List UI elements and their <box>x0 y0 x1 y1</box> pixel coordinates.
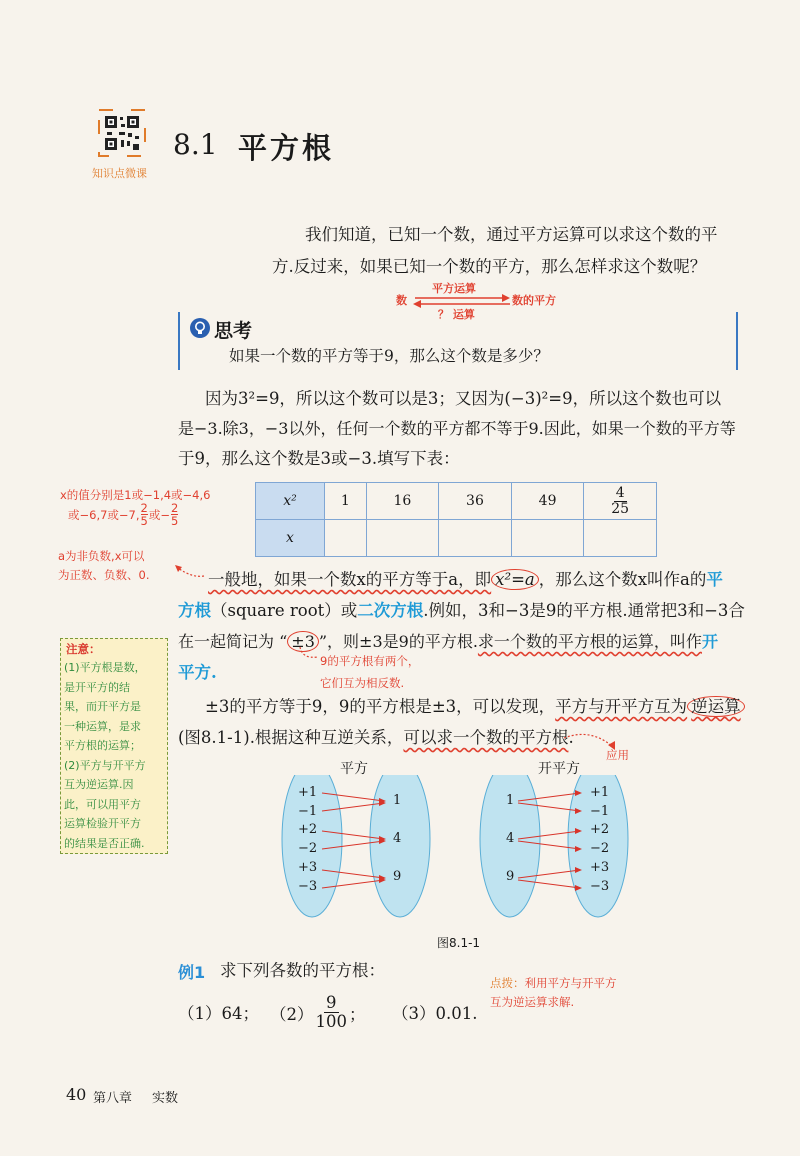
right-input: 9 <box>506 869 515 884</box>
left-output: 9 <box>393 869 402 884</box>
example-part-1: （1）64； <box>178 1004 259 1023</box>
mini-diagram-right: 数的平方 <box>512 294 556 307</box>
caution-line: 互为逆运算.因 <box>64 778 134 791</box>
example-label: 例1 <box>178 963 206 982</box>
table-input-cell[interactable] <box>584 520 657 557</box>
hint-line-2: 互为逆运算求解. <box>490 995 575 1009</box>
term-square-root: 方根 <box>178 601 211 620</box>
left-output: 1 <box>393 793 402 808</box>
table-cell: 36 <box>439 483 512 520</box>
left-input: −1 <box>298 803 318 819</box>
side-note-2-line-1: a为非负数,x可以 <box>58 549 145 563</box>
table-input-cell[interactable] <box>325 520 367 557</box>
def-l1-post: ，那么这个数x叫作a的 <box>538 570 707 589</box>
caution-line: (1)平方根是数， <box>64 661 146 674</box>
example-frac-num: 9 <box>326 993 337 1012</box>
para2-l2-c: . <box>568 728 574 747</box>
side-note-1-line-2 <box>68 502 179 527</box>
def-term-kai: 开 <box>701 632 718 651</box>
table-cell: 16 <box>366 483 439 520</box>
caution-list <box>64 658 166 853</box>
caution-line: 此，可以用平方 <box>64 797 141 811</box>
left-output: 4 <box>393 831 402 846</box>
mapping-figure <box>280 775 630 925</box>
def-l2-a: （square root）或 <box>211 601 358 620</box>
left-input: +2 <box>298 822 318 838</box>
para2-line-1 <box>205 690 745 724</box>
caution-line: 是开平方的结 <box>64 680 130 694</box>
right-input: 1 <box>506 793 515 808</box>
hint-text-1: 利用平方与开平方 <box>524 976 617 990</box>
think-question: 如果一个数的平方等于9，那么这个数是多少？ <box>229 347 549 365</box>
intro-line-1: 我们知道，已知一个数，通过平方运算可以求这个数的平 <box>305 225 718 244</box>
para2-l1-a: ±3的平方等于9，9的平方根是±3，可以发现， <box>205 697 556 716</box>
section-number: 8.1 <box>173 128 218 161</box>
def-line-1 <box>208 563 723 597</box>
right-output: +1 <box>590 785 610 800</box>
annot-apply: 应用 <box>606 748 629 762</box>
side-note-1-frac1-num: 2 <box>140 501 148 515</box>
right-input: 4 <box>506 831 515 846</box>
qr-code[interactable] <box>97 108 147 164</box>
para2-l1-b: 平方与开平方互为 <box>555 697 688 716</box>
side-note-1-mid: 或− <box>148 507 171 522</box>
table-input-cell[interactable] <box>366 520 439 557</box>
page-number: 40 <box>66 1085 87 1104</box>
right-output: +2 <box>590 822 610 838</box>
example-part-2-end: ； <box>349 1004 366 1024</box>
term-second-root: 二次方根 <box>357 601 424 620</box>
example-frac-den: 100 <box>315 1012 347 1031</box>
mini-diagram-left: 数 <box>396 294 407 307</box>
figure-right-title: 开平方 <box>538 761 580 777</box>
think-title: 思考 <box>214 320 253 342</box>
side-note-1-frac2-den: 5 <box>171 514 179 528</box>
caution-line: 的结果是否正确. <box>64 836 145 850</box>
intro-line-2: 方.反过来，如果已知一个数的平方，那么怎样求这个数呢？ <box>272 257 707 276</box>
def-line-3 <box>178 625 718 659</box>
side-note-1-prefix: 或−6,7或−7, <box>68 507 140 522</box>
table-cell: 1 <box>325 483 367 520</box>
side-note-1-frac2-num: 2 <box>171 501 179 515</box>
caution-line: (2)平方与开平方 <box>64 758 146 772</box>
left-input: −2 <box>298 841 318 857</box>
def-line-2 <box>178 594 745 628</box>
caution-line: 一种运算，是求 <box>64 719 141 733</box>
right-output: −2 <box>590 841 610 857</box>
def-circled-eq: x²=a <box>491 569 539 590</box>
right-output: −3 <box>590 878 610 894</box>
table-cell-fraction <box>584 483 657 520</box>
def-l2-b: .例如，3和−3是9的平方根.通常把3和−3合 <box>423 601 745 620</box>
left-input: +1 <box>298 785 318 800</box>
section-title: 平方根 <box>238 131 335 165</box>
left-inputs <box>298 784 317 896</box>
qr-icon <box>97 108 147 164</box>
example-part-2 <box>270 994 366 1031</box>
annot-pm-line-2: 它们互为相反数. <box>320 676 405 690</box>
fraction-numerator: 4 <box>615 485 625 501</box>
side-note-2-line-2: 为正数、负数、0. <box>58 568 150 582</box>
caution-line: 果，而开平方是 <box>64 700 141 713</box>
caution-line: 运算检验开平方 <box>64 817 141 830</box>
footer-chapter: 第八章 <box>93 1091 133 1106</box>
def-term-start: 平 <box>706 570 723 589</box>
table-input-cell[interactable] <box>511 520 584 557</box>
lightbulb-icon <box>189 317 211 343</box>
left-input: −3 <box>298 878 318 894</box>
def-l1-pre: 一般地，如果一个数x的平方等于a，即 <box>208 570 492 589</box>
def-l3-c: 求一个数的平方根的运算，叫作 <box>477 632 702 651</box>
para2-l2-b: 可以求一个数的平方根 <box>403 728 569 747</box>
para2-circled-inverse: 逆运算 <box>687 696 745 717</box>
value-table <box>255 482 657 557</box>
left-input: +3 <box>298 859 318 875</box>
caution-line: 平方根的运算； <box>64 739 141 752</box>
fraction-denominator: 25 <box>611 501 630 517</box>
footer-chapter-title: 实数 <box>152 1091 179 1106</box>
hint-line-1 <box>490 975 617 991</box>
para2-l2-a: (图8.1-1).根据这种互逆关系， <box>178 728 404 747</box>
right-outputs <box>590 784 609 896</box>
example-part-3: （3）0.01. <box>392 1004 478 1023</box>
hint-label: 点拨： <box>490 976 525 990</box>
figure-left-title: 平方 <box>340 761 368 777</box>
mini-diagram-top: 平方运算 <box>432 282 476 295</box>
table-header-x2: x² <box>256 483 325 520</box>
para1-line-3: 于9，那么这个数是3或−3.填写下表： <box>178 449 460 468</box>
mini-diagram-arrows <box>410 290 516 312</box>
annot-pm-arrow <box>294 645 322 665</box>
qr-caption: 知识点微课 <box>92 167 147 180</box>
def-l3-b: ”，则±3是9的平方根. <box>318 632 478 651</box>
para1-line-2: 是−3.除3，−3以外，任何一个数的平方都不等于9.因此，如果一个数的平方等 <box>178 419 736 438</box>
mini-diagram-bottom: ？ 运算 <box>438 308 475 321</box>
caution-title: 注意： <box>66 642 101 656</box>
table-cell: 49 <box>511 483 584 520</box>
para1-line-1: 因为3²=9，所以这个数可以是3；又因为(−3)²=9，所以这个数也可以 <box>205 389 722 408</box>
side-note-1-frac1-den: 5 <box>140 514 148 528</box>
term-extract-root: 平方. <box>178 663 217 682</box>
side-note-1-line-1: x的值分别是1或−1,4或−4,6 <box>60 488 211 502</box>
para2-line-2 <box>178 721 574 755</box>
example-prompt: 求下列各数的平方根： <box>220 961 385 980</box>
table-header-x: x <box>256 520 325 557</box>
example-part-2-label: （2） <box>270 1004 314 1024</box>
right-output: −1 <box>590 803 610 819</box>
figure-caption: 图8.1-1 <box>437 936 481 950</box>
annot-pm-line-1: 9的平方根有两个， <box>320 654 420 668</box>
def-l3-a: 在一起简记为 “ <box>178 632 288 651</box>
table-input-cell[interactable] <box>439 520 512 557</box>
right-output: +3 <box>590 859 610 875</box>
def-circled-pm: ±3 <box>287 631 319 652</box>
side-note-2-arrow <box>172 562 206 582</box>
